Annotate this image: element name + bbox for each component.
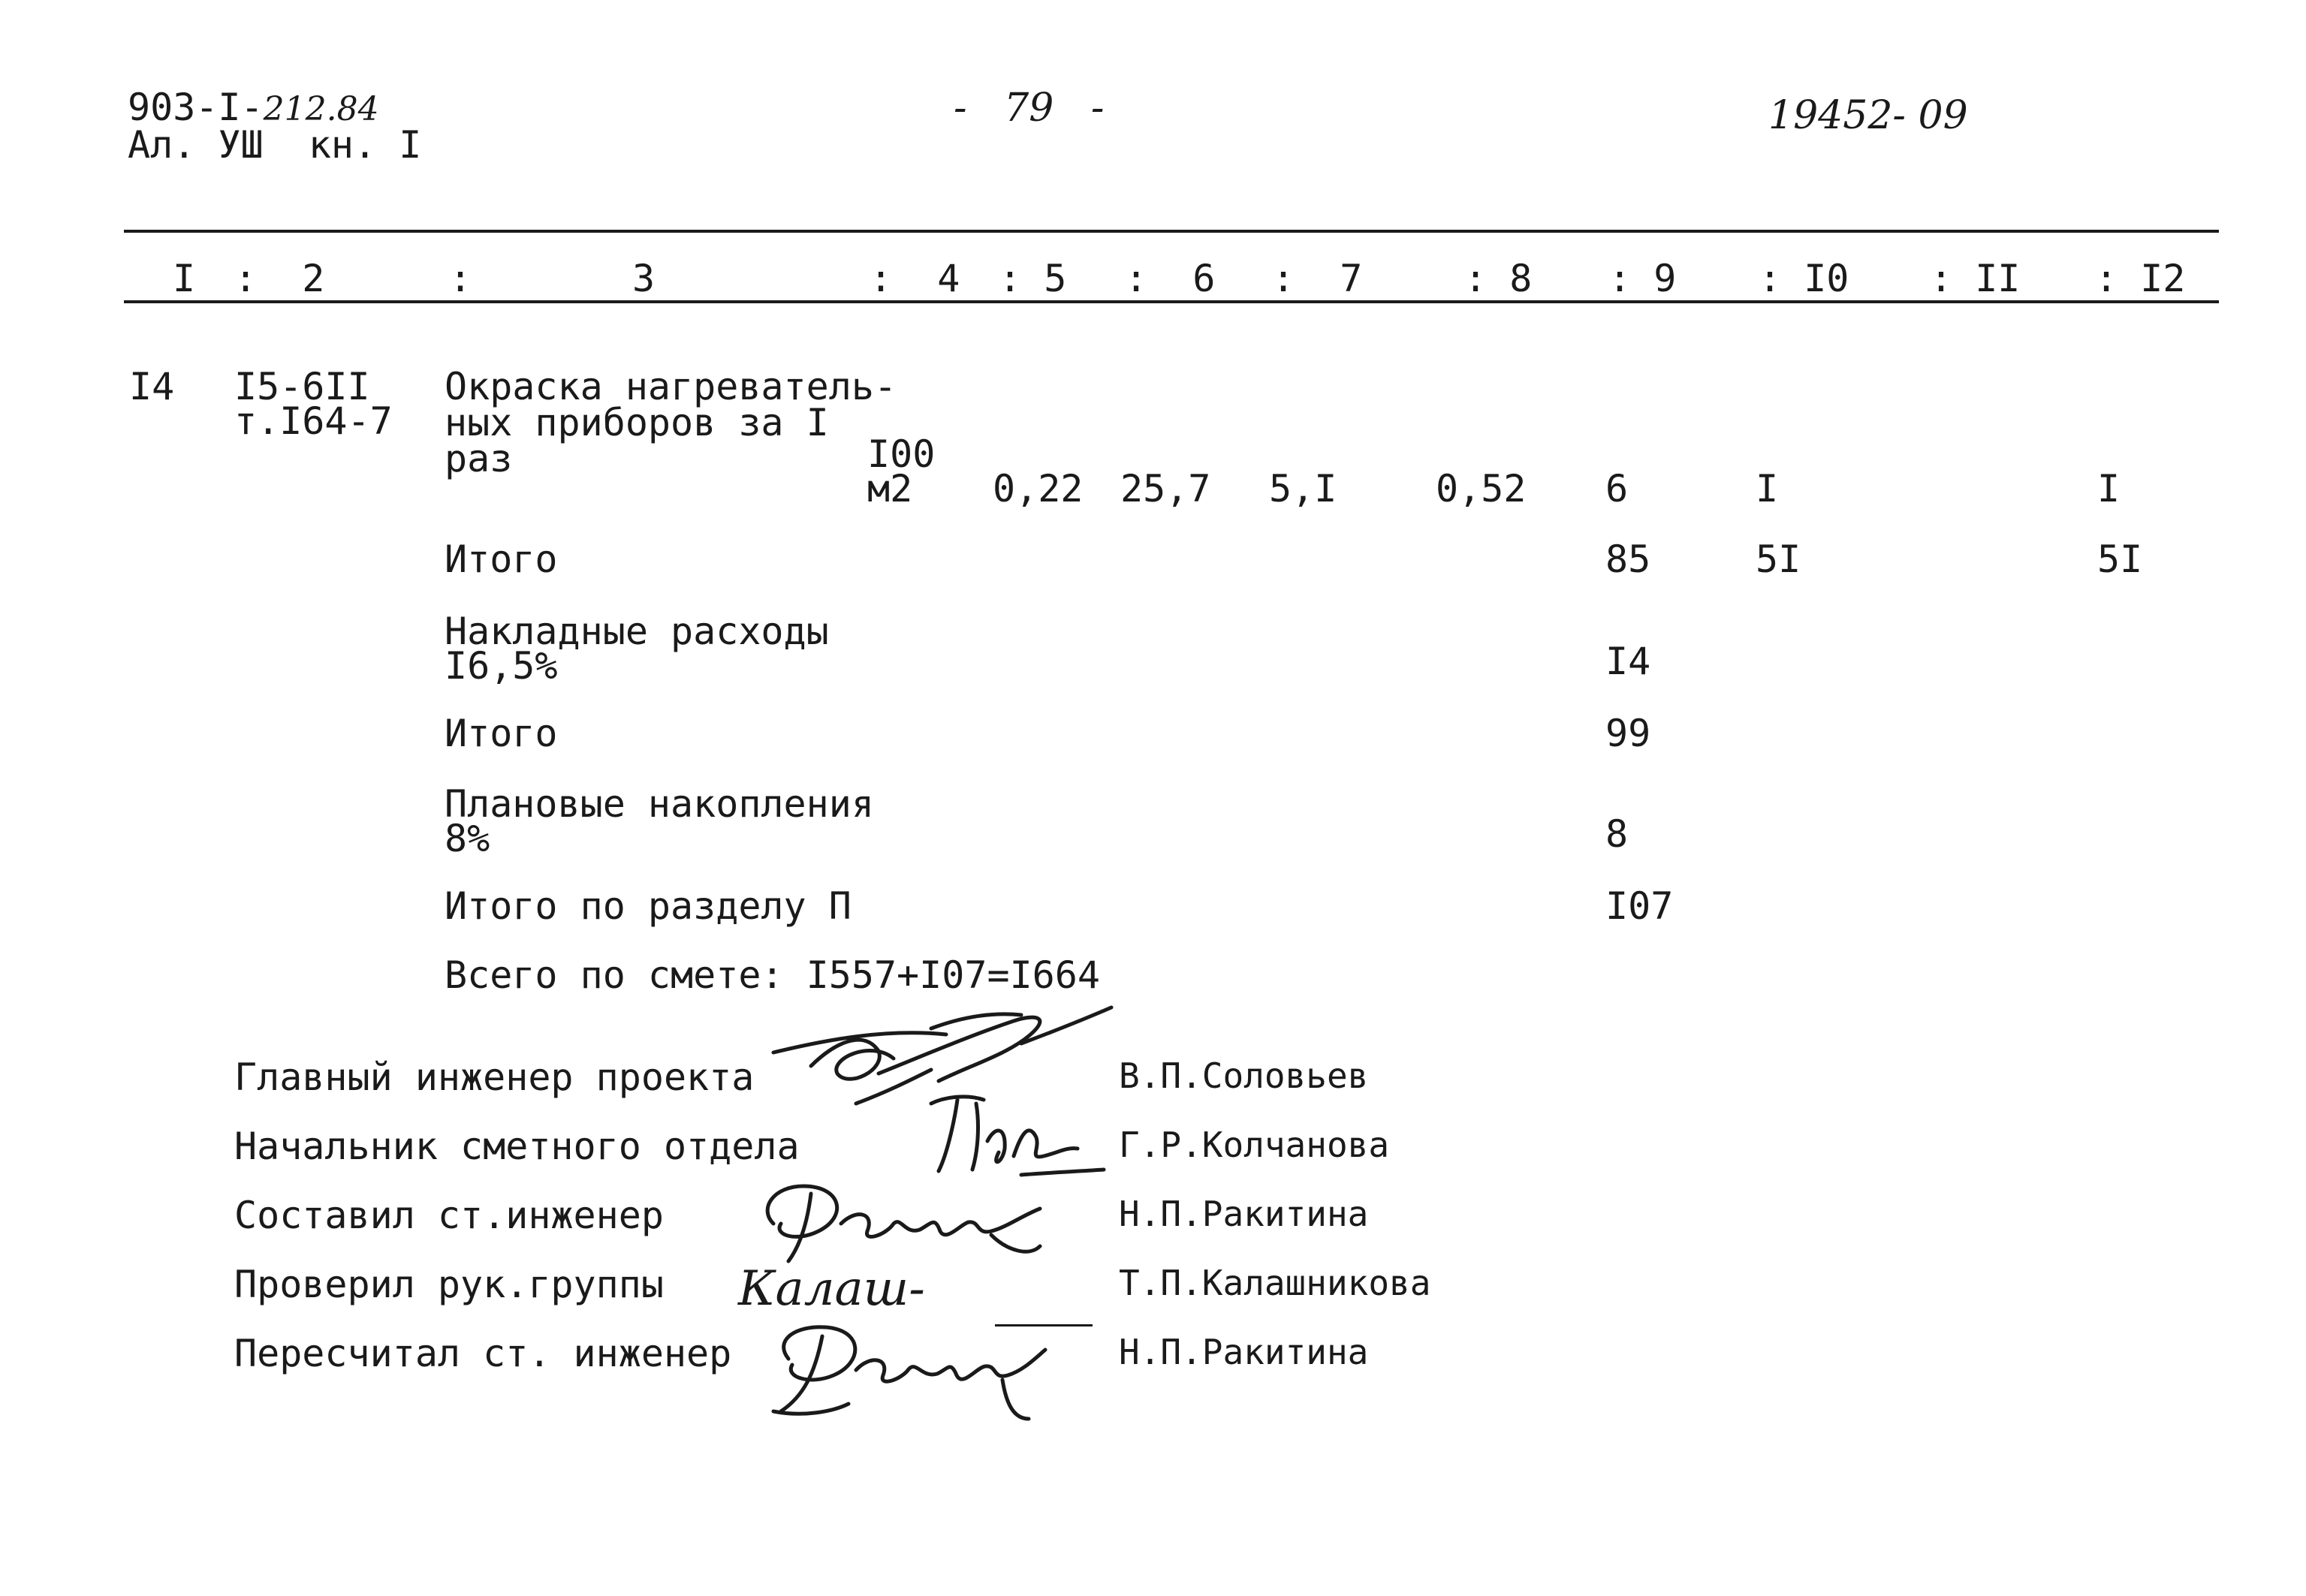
row-name-line2: ных приборов за I <box>445 401 829 444</box>
subtotal-col12: 5I <box>2097 538 2143 581</box>
section-total-label: Итого по разделу П <box>445 884 852 928</box>
signature-name-compiler: Н.П.Ракитина <box>1119 1194 1369 1234</box>
grand-total: Всего по смете: I557+I07=I664 <box>445 953 1100 997</box>
column-number-3: 3 <box>632 257 656 300</box>
column-number-4: : 4 <box>870 257 960 300</box>
document-code-prefix: 903-I- <box>128 86 264 129</box>
row-name-line1: Окраска нагреватель- <box>445 365 897 408</box>
signature-role-chief-engineer: Главный инженер проекта <box>234 1055 755 1099</box>
column-number-1: I <box>173 257 196 300</box>
document-code-handwritten: 212.84 <box>263 90 379 128</box>
row-name-line3: раз <box>445 437 513 480</box>
overhead-col9: I4 <box>1605 640 1651 683</box>
section-total-col9: I07 <box>1605 884 1674 928</box>
svg-text:Калаш-: Калаш- <box>738 1261 925 1317</box>
planned-savings-label-line2: 8% <box>445 817 490 860</box>
subtotal-label: Итого <box>445 538 558 581</box>
row-code-line1: I5-6II <box>234 365 370 408</box>
subtotal-col9: 85 <box>1605 538 1651 581</box>
row-col5: 0,22 <box>993 467 1084 510</box>
row-col8: 0,52 <box>1436 467 1527 510</box>
column-number-12: : I2 <box>2095 257 2186 300</box>
subtotal2-col9: 99 <box>1605 712 1651 755</box>
column-number-11: : II <box>1930 257 2021 300</box>
column-number-7: : 7 <box>1272 257 1363 300</box>
row-col12: I <box>2097 467 2121 510</box>
column-number-2: : 2 <box>234 257 325 300</box>
row-unit-line2: м2 <box>867 467 913 510</box>
signature-scribble-recalculator <box>751 1306 1066 1434</box>
column-number-6: : 6 <box>1125 257 1216 300</box>
overhead-label-line2: I6,5% <box>445 644 558 688</box>
document-number: 19452- 09 <box>1768 93 1968 138</box>
subtotal2-label: Итого <box>445 712 558 755</box>
signature-role-estimate-head: Начальник сметного отдела <box>234 1125 800 1168</box>
album-label: Ал. УШ кн. I <box>128 123 422 167</box>
signature-role-compiler: Составил ст.инженер <box>234 1194 664 1237</box>
column-number-5: : 5 <box>999 257 1067 300</box>
row-col7: 5,I <box>1269 467 1337 510</box>
row-col6: 25,7 <box>1120 467 1211 510</box>
planned-savings-label-line1: Плановые накопления <box>445 782 874 826</box>
row-number: I4 <box>129 365 175 408</box>
row-col10: I <box>1756 467 1779 510</box>
table-top-rule <box>124 230 2219 233</box>
table-header-rule <box>124 300 2219 303</box>
subtotal-col10: 5I <box>1756 538 1801 581</box>
signature-name-estimate-head: Г.Р.Колчанова <box>1119 1125 1390 1165</box>
document-code <box>128 86 379 129</box>
signature-name-chief-engineer: В.П.Соловьев <box>1119 1055 1369 1096</box>
row-code-line2: т.I64-7 <box>234 399 393 443</box>
column-number-8: : 8 <box>1464 257 1533 300</box>
page-number: - 79 - <box>954 86 1105 131</box>
signature-role-recalculator: Пересчитал ст. инженер <box>234 1332 732 1375</box>
overhead-label-line1: Накладные расходы <box>445 610 829 653</box>
signature-role-checker: Проверил рук.группы <box>234 1263 664 1306</box>
column-separator: : <box>449 257 472 300</box>
signature-name-recalculator: Н.П.Ракитина <box>1119 1332 1369 1372</box>
row-unit-line1: I00 <box>867 432 936 476</box>
signature-name-checker: Т.П.Калашникова <box>1119 1263 1431 1303</box>
column-number-9: : 9 <box>1608 257 1677 300</box>
column-number-10: : I0 <box>1759 257 1849 300</box>
planned-savings-col9: 8 <box>1605 812 1629 856</box>
row-col9: 6 <box>1605 467 1629 510</box>
